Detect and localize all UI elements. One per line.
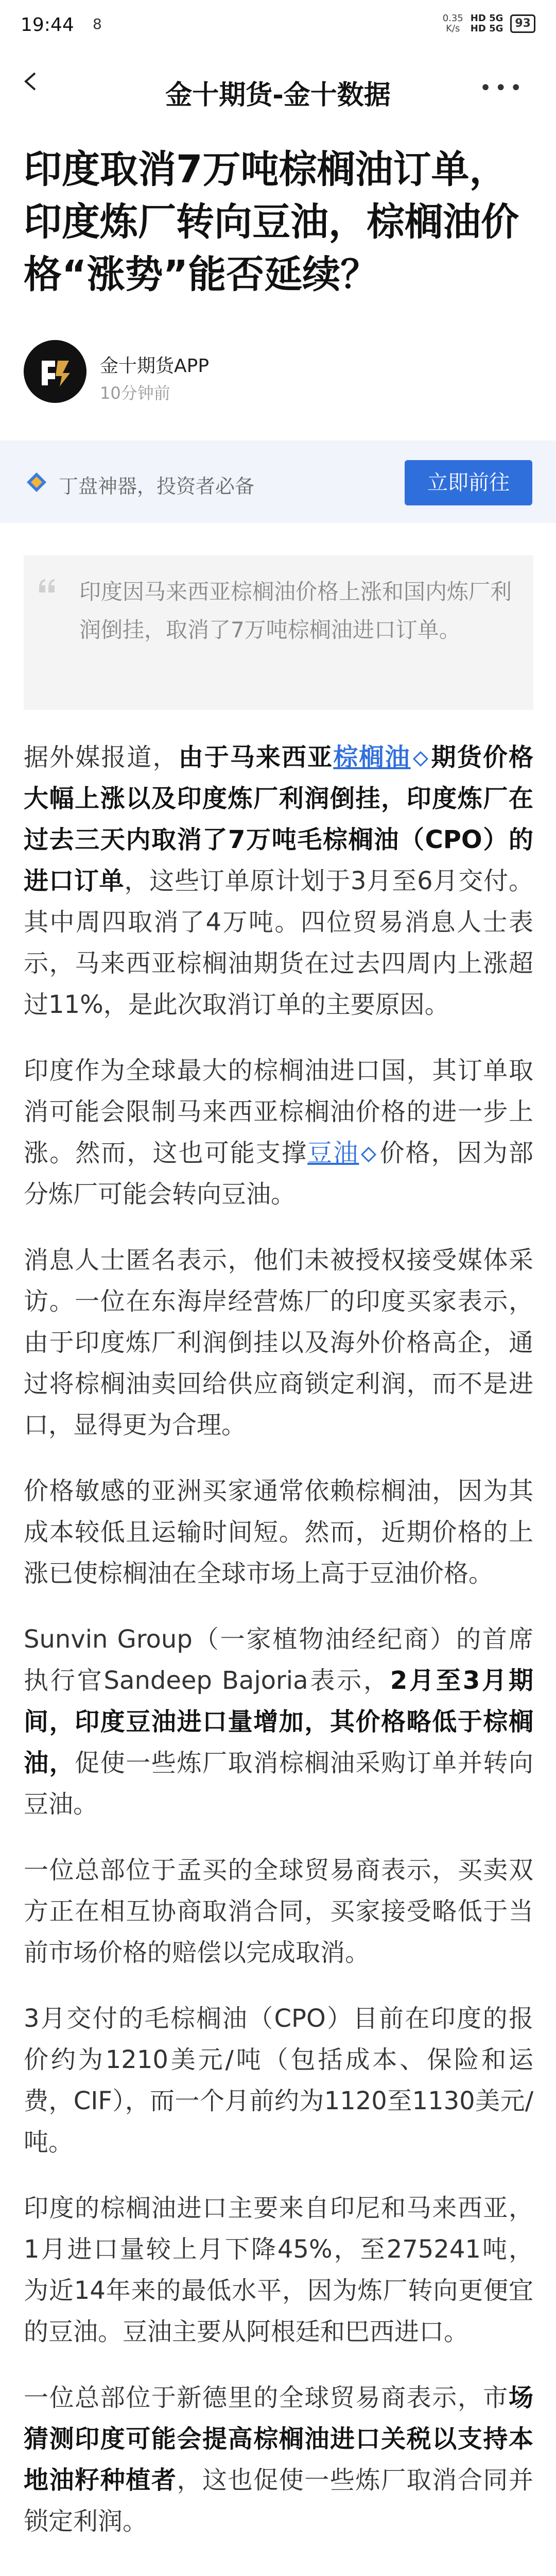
paragraph-1-bold-b: 期货价格大幅上涨以及印度炼厂利润倒挂，印度炼厂在过去三天内取消了7万吨毛棕榈油（CPO）的进口订单 (24, 743, 533, 895)
author-row[interactable] (24, 340, 533, 407)
diamond-icon[interactable] (413, 751, 428, 767)
network-speed-value: 0.35 (442, 13, 463, 24)
quote-icon (37, 576, 58, 597)
paragraph-5-tail: 促使一些炼厂取消棕榈油采购订单并转向豆油。 (24, 1749, 533, 1819)
promo-text: 丁盘神器，投资者必备 (59, 475, 255, 498)
status-notification-count: 8 (93, 15, 102, 32)
more-options-icon[interactable]: ••• (479, 76, 525, 100)
keyword-link-soybean-oil[interactable]: 豆油 (307, 1139, 359, 1167)
go-now-button[interactable]: 立即前往 (405, 460, 532, 505)
paragraph-6: 一位总部位于孟买的全球贸易商表示，买卖双方正在相互协商取消合同，买家接受略低于当前市场价格的赔偿以完成取消。 (24, 1856, 533, 1967)
paragraph-5 (24, 1619, 533, 1825)
diamond-icon[interactable] (361, 1147, 376, 1162)
paragraph-9-tail: ，这也促使一些炼厂取消合同并锁定利润。 (24, 2466, 533, 2536)
paragraph-8: 印度的棕榈油进口主要来自印尼和马来西亚，1月进口量较上月下降45%，至275241吨，为近14年来的最低水平，因为炼厂转向更便宜的豆油。豆油主要从阿根廷和巴西进口。 (24, 2194, 533, 2346)
paragraph-3: 消息人士匿名表示，他们未被授权接受媒体采访。一位在东海岸经营炼厂的印度买家表示，由于印度炼厂利润倒挂以及海外价格高企，通过将棕榈油卖回给供应商锁定利润，而不是进口，显得更为合理。 (24, 1246, 533, 1439)
paragraph-9-bold: 场猜测印度可能会提高棕榈油进口关税以支持本地油籽种植者 (24, 2383, 533, 2495)
author-logo-icon (24, 340, 86, 403)
top-nav-bar (0, 46, 556, 124)
paragraph-9-lead: 一位总部位于新德里的全球贸易商表示，市 (24, 2383, 509, 2412)
paragraph-2 (24, 1050, 533, 1215)
signal-icon (471, 13, 503, 34)
paragraph-7: 3月交付的毛棕榈油（CPO）目前在印度的报价约为1210美元/吨（包括成本、保险和运费，CIF），而一个月前约为1120至1130美元/吨。 (24, 2004, 533, 2157)
paragraph-2-lead: 印度作为全球最大的棕榈油进口国，其订单取消可能会限制马来西亚棕榈油价格的进一步上涨。然而，这也可能支撑 (24, 1056, 533, 1167)
paragraph-1-tail: ，这些订单原计划于3月至6月交付。其中周四取消了4万吨。四位贸易消息人士表示，马来西亚棕榈油期货在过去四周内上涨超过11%，是此次取消订单的主要原因。 (24, 867, 533, 1019)
page-title: 金十期货-金十数据 (165, 80, 391, 111)
article-headline: 印度取消7万吨棕榈油订单，印度炼厂转向豆油，棕榈油价格“涨势”能否延续？ (24, 147, 519, 297)
status-bar (0, 0, 556, 46)
paragraph-1-lead: 据外媒报道， (24, 743, 179, 772)
paragraph-1 (24, 737, 533, 1025)
article-summary (24, 555, 533, 710)
summary-text: 印度因马来西亚棕榈油价格上涨和国内炼厂利润倒挂，取消了7万吨棕榈油进口订单。 (79, 579, 512, 642)
status-indicators (443, 13, 535, 34)
paragraph-1-bold-a: 由于马来西亚 (178, 743, 334, 772)
promo-banner[interactable] (0, 440, 556, 523)
article-body (24, 737, 533, 2567)
publish-time: 10分钟前 (100, 383, 170, 403)
paragraph-2-tail: 价格，因为部分炼厂可能会转向豆油。 (24, 1139, 533, 1209)
avatar[interactable] (24, 340, 86, 403)
network-speed (443, 13, 463, 34)
paragraph-5-bold: 2月至3月期间，印度豆油进口量增加，其价格略低于棕榈油， (24, 1666, 533, 1777)
signal-1-label: HD 5G (470, 13, 503, 24)
paragraph-5-lead: Sunvin Group（一家植物油经纪商）的首席执行官Sandeep Bajoria表示， (24, 1625, 533, 1695)
status-time: 19:44 (21, 14, 74, 36)
author-name[interactable]: 金十期货APP (100, 355, 210, 377)
signal-2-label: HD 5G (470, 23, 503, 34)
paragraph-9 (24, 2377, 533, 2542)
battery-icon: 93 (510, 14, 535, 33)
network-speed-unit: K/s (446, 23, 460, 34)
paragraph-4: 价格敏感的亚洲买家通常依赖棕榈油，因为其成本较低且运输时间短。然而，近期价格的上涨已使棕榈油在全球市场上高于豆油价格。 (24, 1477, 533, 1588)
diamond-icon (26, 471, 47, 493)
keyword-link-palm-oil[interactable]: 棕榈油 (333, 743, 411, 772)
